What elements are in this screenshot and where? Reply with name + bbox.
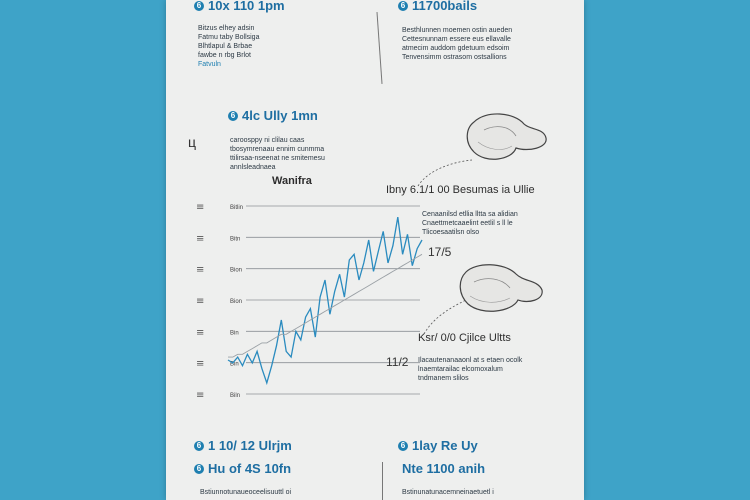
bottom-left-title: 1 10/ 12 Ulrjm [208, 438, 292, 453]
right-low-title: Ksr/ 0/0 Cjilce Ultts [418, 332, 511, 344]
top-right-title: 11700bails [412, 0, 478, 13]
y-tick-label: Bion [230, 299, 243, 305]
series-line-secondary [228, 254, 422, 357]
peak-label: 17/5 [428, 245, 452, 259]
text-line: tndmanem slilos [418, 375, 469, 382]
text-line: Tlicoesaatilsn olso [422, 229, 480, 236]
organ-illustration-top [467, 114, 546, 159]
section-badge: 6 [194, 1, 204, 11]
bottom-right-text: Bstinunatunacemneinaetuetl i [402, 489, 494, 496]
margin-tick: ≡ [196, 327, 205, 339]
text-line: tbosymrenaau ennim cunmma [230, 146, 325, 153]
text-line: Ilacautenanaaonl at s etaen ocolk [418, 357, 523, 364]
bottom-right-title: 1lay Re Uy [412, 438, 478, 453]
section-badge: 6 [194, 441, 204, 451]
margin-tick: ≡ [196, 296, 205, 307]
text-line: atmecim auddom gdetuum edsoim [402, 45, 510, 52]
connector-line [418, 160, 472, 186]
text-line: Bitzus elhey adsin [198, 25, 255, 32]
y-tick-label: Biln [230, 393, 241, 399]
bottom-left-title-2: Hu of 4S 10fn [208, 461, 292, 476]
line-chart [166, 0, 584, 500]
section-badge: 6 [398, 1, 408, 11]
bottom-right-title-2: Nte 1100 anih [402, 461, 486, 476]
y-tick-label: Bin [230, 361, 239, 368]
text-line: ttilirsaa-nseenat ne smitemesu [230, 155, 325, 162]
organ-illustration-bottom [460, 265, 542, 312]
text-line: lnaemtarailac elcomoxalum [418, 366, 503, 373]
section-badge: 6 [398, 441, 408, 451]
text-line: Tenvensimm ostrasom ostsallions [402, 54, 507, 61]
margin-tick: ≡ [196, 202, 205, 213]
text-line: fawbe n rbg Brlot [198, 52, 251, 59]
middle-title: 4lc Ully 1mn [242, 108, 318, 123]
section-badge: 6 [194, 464, 204, 474]
y-tick-label: Bin [230, 330, 239, 337]
text-line: Cenaanilsd etllia lltta sa alidian [422, 211, 518, 218]
chart-sub-label: Wanifra [272, 175, 312, 187]
margin-tick: ≡ [196, 390, 205, 401]
margin-tick: ≡ [196, 358, 205, 370]
text-line: Blhtlapul & Brbae [198, 43, 253, 50]
text-line: Cnaettmetcaaelint eetlil s ll le [422, 220, 513, 227]
document-sheet [166, 0, 584, 500]
valley-label: 11/2 [386, 355, 409, 369]
margin-tick: ≡ [196, 233, 205, 245]
margin-tick: ≡ [196, 264, 205, 276]
text-line: Fatmu taby Bollsiga [198, 34, 260, 41]
y-tick-label: Bitlin [230, 205, 244, 211]
right-mid-title: Ibny 6.1/1 00 Besumas ia Ullie [386, 184, 535, 196]
text-line: caroosppy ni clilau caas [230, 137, 305, 144]
text-line: annlsleadnaea [230, 164, 276, 171]
y-tick-label: Bitn [230, 236, 241, 243]
text-line: Cettesnunnam essere eus ellavalle [402, 36, 511, 43]
left-glyph: ц [188, 134, 197, 150]
connector-line [424, 300, 466, 334]
text-line: Fatvuln [198, 61, 221, 68]
y-tick-label: Bion [230, 267, 243, 274]
top-left-title: 10x 110 1pm [208, 0, 285, 13]
section-badge: 6 [228, 111, 238, 121]
text-line: Besthlunnen moemen ostin aueden [402, 27, 513, 34]
bottom-left-text: Bstiunnotunaueoceelisuuttl oi [200, 489, 292, 496]
